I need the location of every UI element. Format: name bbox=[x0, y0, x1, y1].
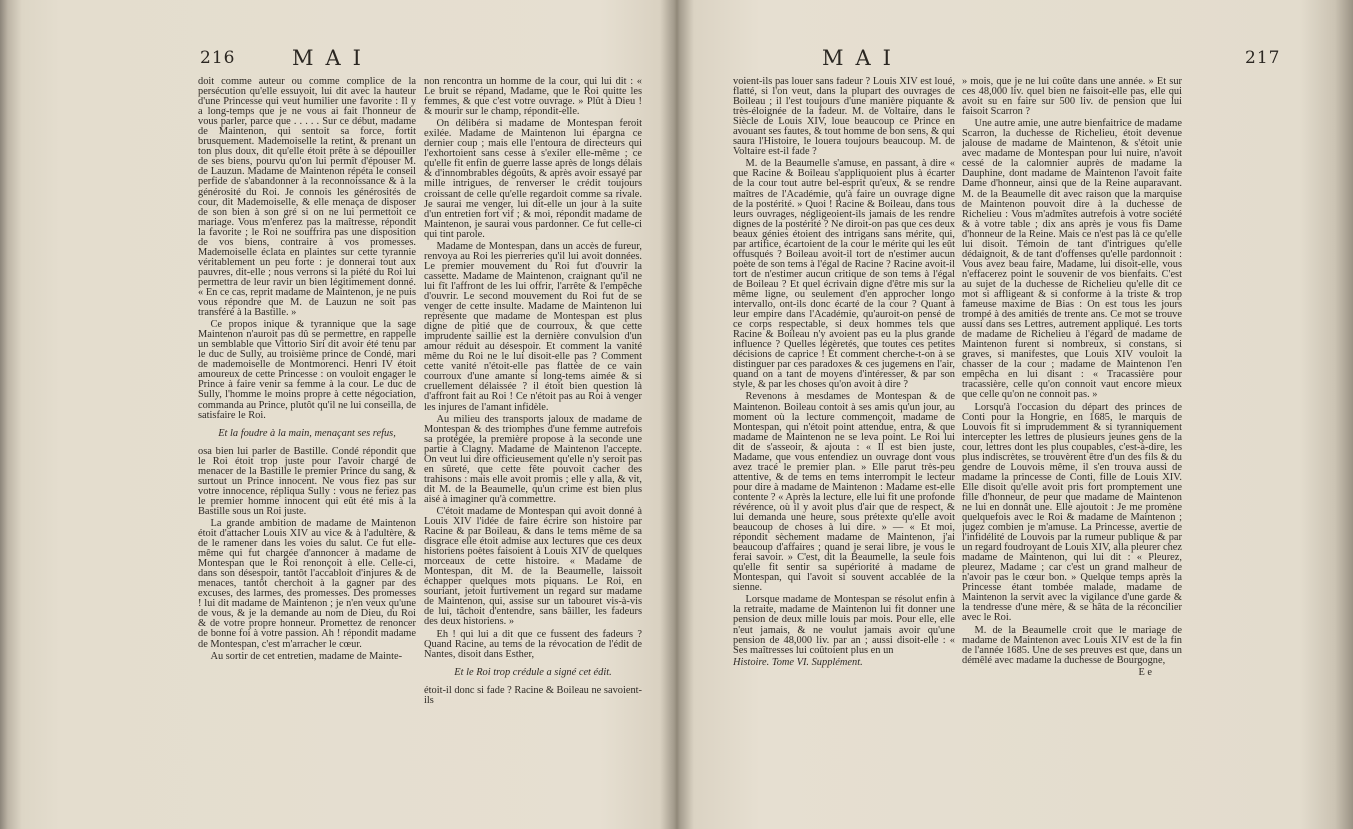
running-title: MAI bbox=[292, 46, 373, 70]
paragraph: Lorsqu'à l'occasion du départ des princes de Conti pour la Hongrie, en 1685, le marquis de Louvois fit si imprudemment & si tyranniquement intercepter les lettres de plusieurs jeunes gens de la cour, lettres dont les plus coupables, c'est-à-dire, les plus indiscrètes, se trouvèrent être d'un des fils & du gendre de Louvois même, il s'en trouva aussi de madame la princesse de Conti, fille de Louis XIV. Elle disoit qu'elle avoit pris fort promptement une fille d'honneur, de peur que madame de Maintenon ne lui en donnât une. Elle ajoutoit : Je me promène quelquefois avec le Roi & madame de Maintenon ; jugez combien je m'amuse. La Princesse, avertie de l'infidélité de Louvois par la rumeur publique & par un regard foudroyant de Louis XIV, alla pleurer chez madame de Maintenon, qui lui dit : « Pleurez, pleurez, Madame ; car c'est un grand malheur de n'avoir pas le cœur bon. » Quelque temps après la Princesse étant tombée malade, madame de Maintenon la servit avec la vigilance d'une garde & la tendresse d'une mère, & se hâta de la réconcilier avec le Roi. bbox=[962, 401, 1182, 624]
paragraph: Madame de Montespan, dans un accès de fureur, renvoya au Roi les pierreries qu'il lui avoit données. Le premier mouvement du Roi fut d'ouvrir la cassette. Madame de Maintenon, craignant qu'il ne lui fît l'affront de les lui offrir, l'arrête & l'empêche d'ouvrir. Le second mouvement du Roi fut de se venger de cette insulte. Madame de Maintenon lui représente que madame de Montespan est plus digne de pitié que de courroux, & que cette imprudente saillie est la dernière convulsion d'un amour réduit au désespoir. Et comment la vanité même du Roi ne le lui disoit-elle pas ? Comment cette vanité n'étoit-elle pas flattée de ce vain courroux d'une amante si long-tems aimée & si cruellement délaissée ? il étoit bien question là d'affront fait au Roi ! Ce n'étoit pas au Roi à venger les injures de l'amant infidèle. bbox=[424, 240, 642, 413]
page-number: 216 bbox=[200, 48, 236, 68]
paragraph: Lorsque madame de Montespan se résolut enfin à la retraite, madame de Maintenon lui fit donner une pension de deux mille louis par mois. Pour elle, elle n'eut jamais, & ne voulut jamais avoir qu'une pension de 48,000 liv. par an ; aussi disoit-elle : « Ses maîtresses lui coûtoient plus en un bbox=[733, 594, 955, 656]
paragraph: non rencontra un homme de la cour, qui lui dit : « Le bruit se répand, Madame, que le Roi quitte les femmes, & que c'est votre ouvrage. » Plût à Dieu ! & mourir sur le champ, répondit-elle. bbox=[424, 77, 642, 118]
verse-quote: Et le Roi trop crédule a signé cet édit. bbox=[454, 666, 612, 678]
paragraph: osa bien lui parler de Bastille. Condé répondit que le Roi étoit trop juste pour l'avoir chargé de menacer de la Bastille le premier Prince du sang, & surtout un Prince innocent. Ne vous fiez pas sur votre innocence, répliqua Sully : vous ne feriez pas le premier homme innocent qui eût été mis à la Bastille sous un Roi juste. bbox=[198, 445, 416, 517]
paragraph: On délibéra si madame de Montespan feroit exilée. Madame de Maintenon lui épargna ce dernier coup ; mais elle l'entoura de directeurs qui l'exhortoient sans cesse à s'exiler elle-même ; ce qu'elle fit enfin de guerre lasse après de longs délais & d'innombrables dégoûts, & après avoir essayé par mille intrigues, de renverser le crédit toujours croissant de celle qu'elle regardoit comme sa rivale. Je saurai me venger, lui dit-elle un jour à la suite d'un entretien fort vif ; & moi, répondit madame de Maintenon, je saurai vous pardonner. Ce fut celle-ci qui tint parole. bbox=[424, 118, 642, 240]
left-column-1 bbox=[198, 77, 416, 822]
right-page bbox=[677, 0, 1353, 829]
right-column-1 bbox=[733, 77, 955, 822]
paragraph: Ce propos inique & tyrannique que la sage Maintenon n'auroit pas dû se permettre, en rappelle un semblable que Vittorio Siri dit avoir été tenu par le duc de Sully, au troisième prince de Condé, mari de mademoiselle de Montmorenci. Henri IV étoit amoureux de cette Princesse : on vouloit engager le Prince à faire venir sa femme à la cour. Le duc de Sully, l'homme le moins propre à cette négociation, commanda au Prince, plutôt qu'il ne lui conseilla, de satisfaire le Roi. bbox=[198, 319, 416, 421]
right-column-2 bbox=[962, 77, 1182, 822]
paragraph: doit comme auteur ou comme complice de la persécution qu'elle essuyoit, lui dit avec la hauteur d'une Princesse qui veut humilier une favorite : Il y a long-temps que je ne vous ai fait l'honneur de vous parler, parce que . . . . . Sur ce début, madame de Maintenon, qui sentoit sa force, fortit brusquement. Mademoiselle la retint, & prenant un ton plus doux, dit qu'elle étoit prête à se dépouiller de ses biens, pourvu qu'on lui permît d'épouser M. de Lauzun. Madame de Maintenon répéta le conseil perfide de s'abandonner à la reconnoissance & à la générosité du Roi. Je connois les générosités de cour, dit Mademoiselle, & elle menaça de disposer de son bien à son gré si on ne lui permettoit ce mariage. Vous m'enferez pas la maîtresse, répondit la favorite ; le Roi ne souffrira pas une disposition de vos biens, contraire à vos promesses. Mademoiselle éclata en plaintes sur cette tyrannie véritablement un peu forte : je donnerai tout aux pauvres, dit-elle ; nous verrons si la piété du Roi lui permettra de leur ravir un bien légitimement donné. « En ce cas, reprit madame de Maintenon, je ne puis vous répondre que M. de Lauzun ne soit pas transféré à la Bastille. » bbox=[198, 77, 416, 319]
paragraph: Une autre amie, une autre bienfaitrice de madame Scarron, la duchesse de Richelieu, étoit devenue jalouse de madame de Maintenon, & s'étoit unie avec madame de Montespan pour lui nuire, n'avoit cessé de la calomnier auprès de madame la Dauphine, dont madame de Maintenon l'avoit faite Dame d'honneur, ainsi que de la Reine auparavant. M. de la Beaumelle dit avec raison que la marquise de Maintenon pouvoit dire à la duchesse de Richelieu : Vous m'admîtes autrefois à votre société & à votre table ; dix ans après je vous fis Dame d'honneur de la Reine. Mais ce n'est pas là ce qu'elle lui disoit. Témoin de tant d'intrigues qu'elle dédaignoit, & de tant d'offenses qu'elle pardonnoit : Vous avez beau faire, Madame, lui disoit-elle, vous n'effacerez point le souvenir de vos bienfaits. C'est au sujet de la duchesse de Richelieu qu'elle dit ce mot si affligeant & si conforme à la triste & trop fameuse maxime de Bias : On est tous les jours trompé à des amitiés de trente ans. Ce mot se trouve aussi dans ses Lettres, autrement appliqué. Les torts de madame de Richelieu à l'égard de madame de Maintenon furent si nombreux, si constans, si graves, si manifestes, que Louis XIV vouloit la chasser de la cour ; madame de Maintenon l'en empêcha en lui disant : « Tracassière pour tracassière, celle qu'on connoit vaut encore mieux que celle qu'on ne connoit pas. » bbox=[962, 118, 1182, 401]
running-title: MAI bbox=[822, 46, 903, 70]
paragraph: voient-ils pas louer sans fadeur ? Louis XIV est loué, flatté, si l'on veut, dans la plupart des ouvrages de Boileau ; il l'est toujours d'une manière piquante & très-éloignée de la fadeur. M. de Voltaire, dans le Siècle de Louis XIV, loue beaucoup ce Prince en avouant ses fautes, & tout homme de bon sens, & qui saura l'Histoire, le louera toujours beaucoup. M. de Voltaire est-il fade ? bbox=[733, 77, 955, 158]
paragraph: Revenons à mesdames de Montespan & de Maintenon. Boileau contoit à ses amis qu'un jour, au moment où la lecture commençoit, madame de Montespan, qui n'étoit point attendue, entra, & que madame de Maintenon ne se leva point. Le Roi lui dit de s'asseoir, & ajouta : « Il est bien juste, Madame, que vous entendiez un ouvrage dont vous avez tracé le premier plan. » Elle parut très-peu attentive, & de tems en tems interrompit le lecteur pour dire à madame de Maintenon : Madame est-elle contente ? « Après la lecture, elle lui fit une profonde révérence, où il y avoit plus d'air que de respect, & lui demanda une heure, sous prétexte qu'elle avoit beaucoup de choses à lui dire. » — « Et moi, répondit sèchement madame de Maintenon, j'ai beaucoup d'affaires ; quand je serai libre, je vous le ferai savoir. » C'est, dit la Beaumelle, la seule fois qu'elle fit sentir sa supériorité à madame de Montespan, qui l'avoit si souvent accablée de la sienne. bbox=[733, 391, 955, 594]
paragraph: C'étoit madame de Montespan qui avoit donné à Louis XIV l'idée de faire écrire son histoire par Racine & par Boileau, & dans le tems même de sa disgrace elle étoit admise aux lectures que ces deux historiens poètes faisoient à Louis XIV de quelques morceaux de cette histoire. « Madame de Montespan, dit M. de la Beaumelle, laissoit échapper quelques mots piquans. Le Roi, en souriant, jetoit furtivement un regard sur madame de Maintenon, qui, assise sur un tabouret vis-à-vis de lui, tâchoit d'entendre, sans bâiller, les fadeurs des deux historiens. » bbox=[424, 505, 642, 628]
paragraph: » mois, que je ne lui coûte dans une année. » Et sur ces 48,000 liv. quel bien ne faisoit-elle pas, elle qui avoit su en faire sur 500 liv. de pension que lui faisoit Scarron ? bbox=[962, 77, 1182, 118]
paragraph: Au milieu des transports jaloux de madame de Montespan & des triomphes d'une femme autrefois sa protégée, la première propose à la seconde une partie à Clagny. Madame de Maintenon l'accepte. On veut lui dire officieusement qu'elle n'y seroit pas en sûreté, que cette fête pouvoit cacher des trahisons : mais elle avoit promis ; elle y alla, & vit, dit M. de la Beaumelle, qu'un crime est bien plus aisé à imaginer qu'à commettre. bbox=[424, 413, 642, 505]
paragraph: La grande ambition de madame de Maintenon étoit d'attacher Louis XIV au vice & à l'adultère, & de le ramener dans les voies du salut. Ce fut elle-même qui fut chargée d'annoncer à madame de Montespan que le Roi renonçoit à elle. Celle-ci, dans son désespoir, tantôt l'accabloit d'injures & de menaces, tantôt cherchoit à la gagner par des excuses, des larmes, des promesses. Des promesses ! lui dit madame de Maintenon ; je n'en veux qu'une de vous, & je la demande au nom de Dieu, du Roi & de votre propre honneur. Promettez de renoncer de bonne foi à votre passion. Ah ! répondit madame de Montespan, c'est m'arracher le cœur. bbox=[198, 517, 416, 650]
paragraph: M. de la Beaumelle croit que le mariage de madame de Maintenon avec Louis XIV est de la fin de l'année 1685. Une de ses preuves est que, dans un démêlé avec madame la duchesse de Bourgogne, bbox=[962, 624, 1182, 666]
verse-quote: Et la foudre à la main, menaçant ses refus, bbox=[218, 427, 396, 439]
left-column-2 bbox=[424, 77, 642, 822]
signature-mark: E e bbox=[1138, 666, 1152, 678]
page-number: 217 bbox=[1245, 48, 1281, 68]
paragraph: M. de la Beaumelle s'amuse, en passant, à dire « que Racine & Boileau s'appliquoient plus à écarter de la cour tout autre bel-esprit qu'eux, & se rendre maîtres de l'Académie, qu'à faire un ouvrage digne de la postérité. » Quoi ! Racine & Boileau, dans tous leurs ouvrages, négligeoient-ils jamais de les rendre dignes de la postérité ? Ne diroit-on pas que ces deux beaux génies étoient des intrigans sans mérite, qui, par artifice, écartoient de la cour le mérite qui les eût offusqués ? Boileau avoit-il tort de n'estimer aucun poète de son tems à l'égal de Racine ? Racine avoit-il tort de n'estimer aucun critique de son tems à l'égal de Boileau ? Et quel écrivain digne d'être mis sur la même ligne, ou seulement d'en approcher longo intervallo, ont-ils donc écarté de la cour ? Quant à leur empire dans l'Académie, qu'auroit-on pensé de ce corps respectable, si deux hommes tels que Racine & Boileau n'y avoient pas eu la plus grande influence ? Quelles légèretés, que toutes ces petites décisions de caprice ! Et comment cherche-t-on à se distinguer par ces paradoxes & ces jugemens en l'air, quand on a tant de moyens d'intéresser, & par son style, & par les choses qu'on avoit à dire ? bbox=[733, 158, 955, 391]
paragraph: Eh ! qui lui a dit que ce fussent des fadeurs ? Quand Racine, au tems de la révocation de l'édit de Nantes, disoit dans Esther, bbox=[424, 628, 642, 660]
page-footer: Histoire. Tome VI. Supplément. bbox=[733, 656, 863, 668]
paragraph: étoit-il donc si fade ? Racine & Boileau ne savoient-ils bbox=[424, 684, 642, 706]
paragraph: Au sortir de cet entretien, madame de Mainte- bbox=[210, 650, 403, 662]
